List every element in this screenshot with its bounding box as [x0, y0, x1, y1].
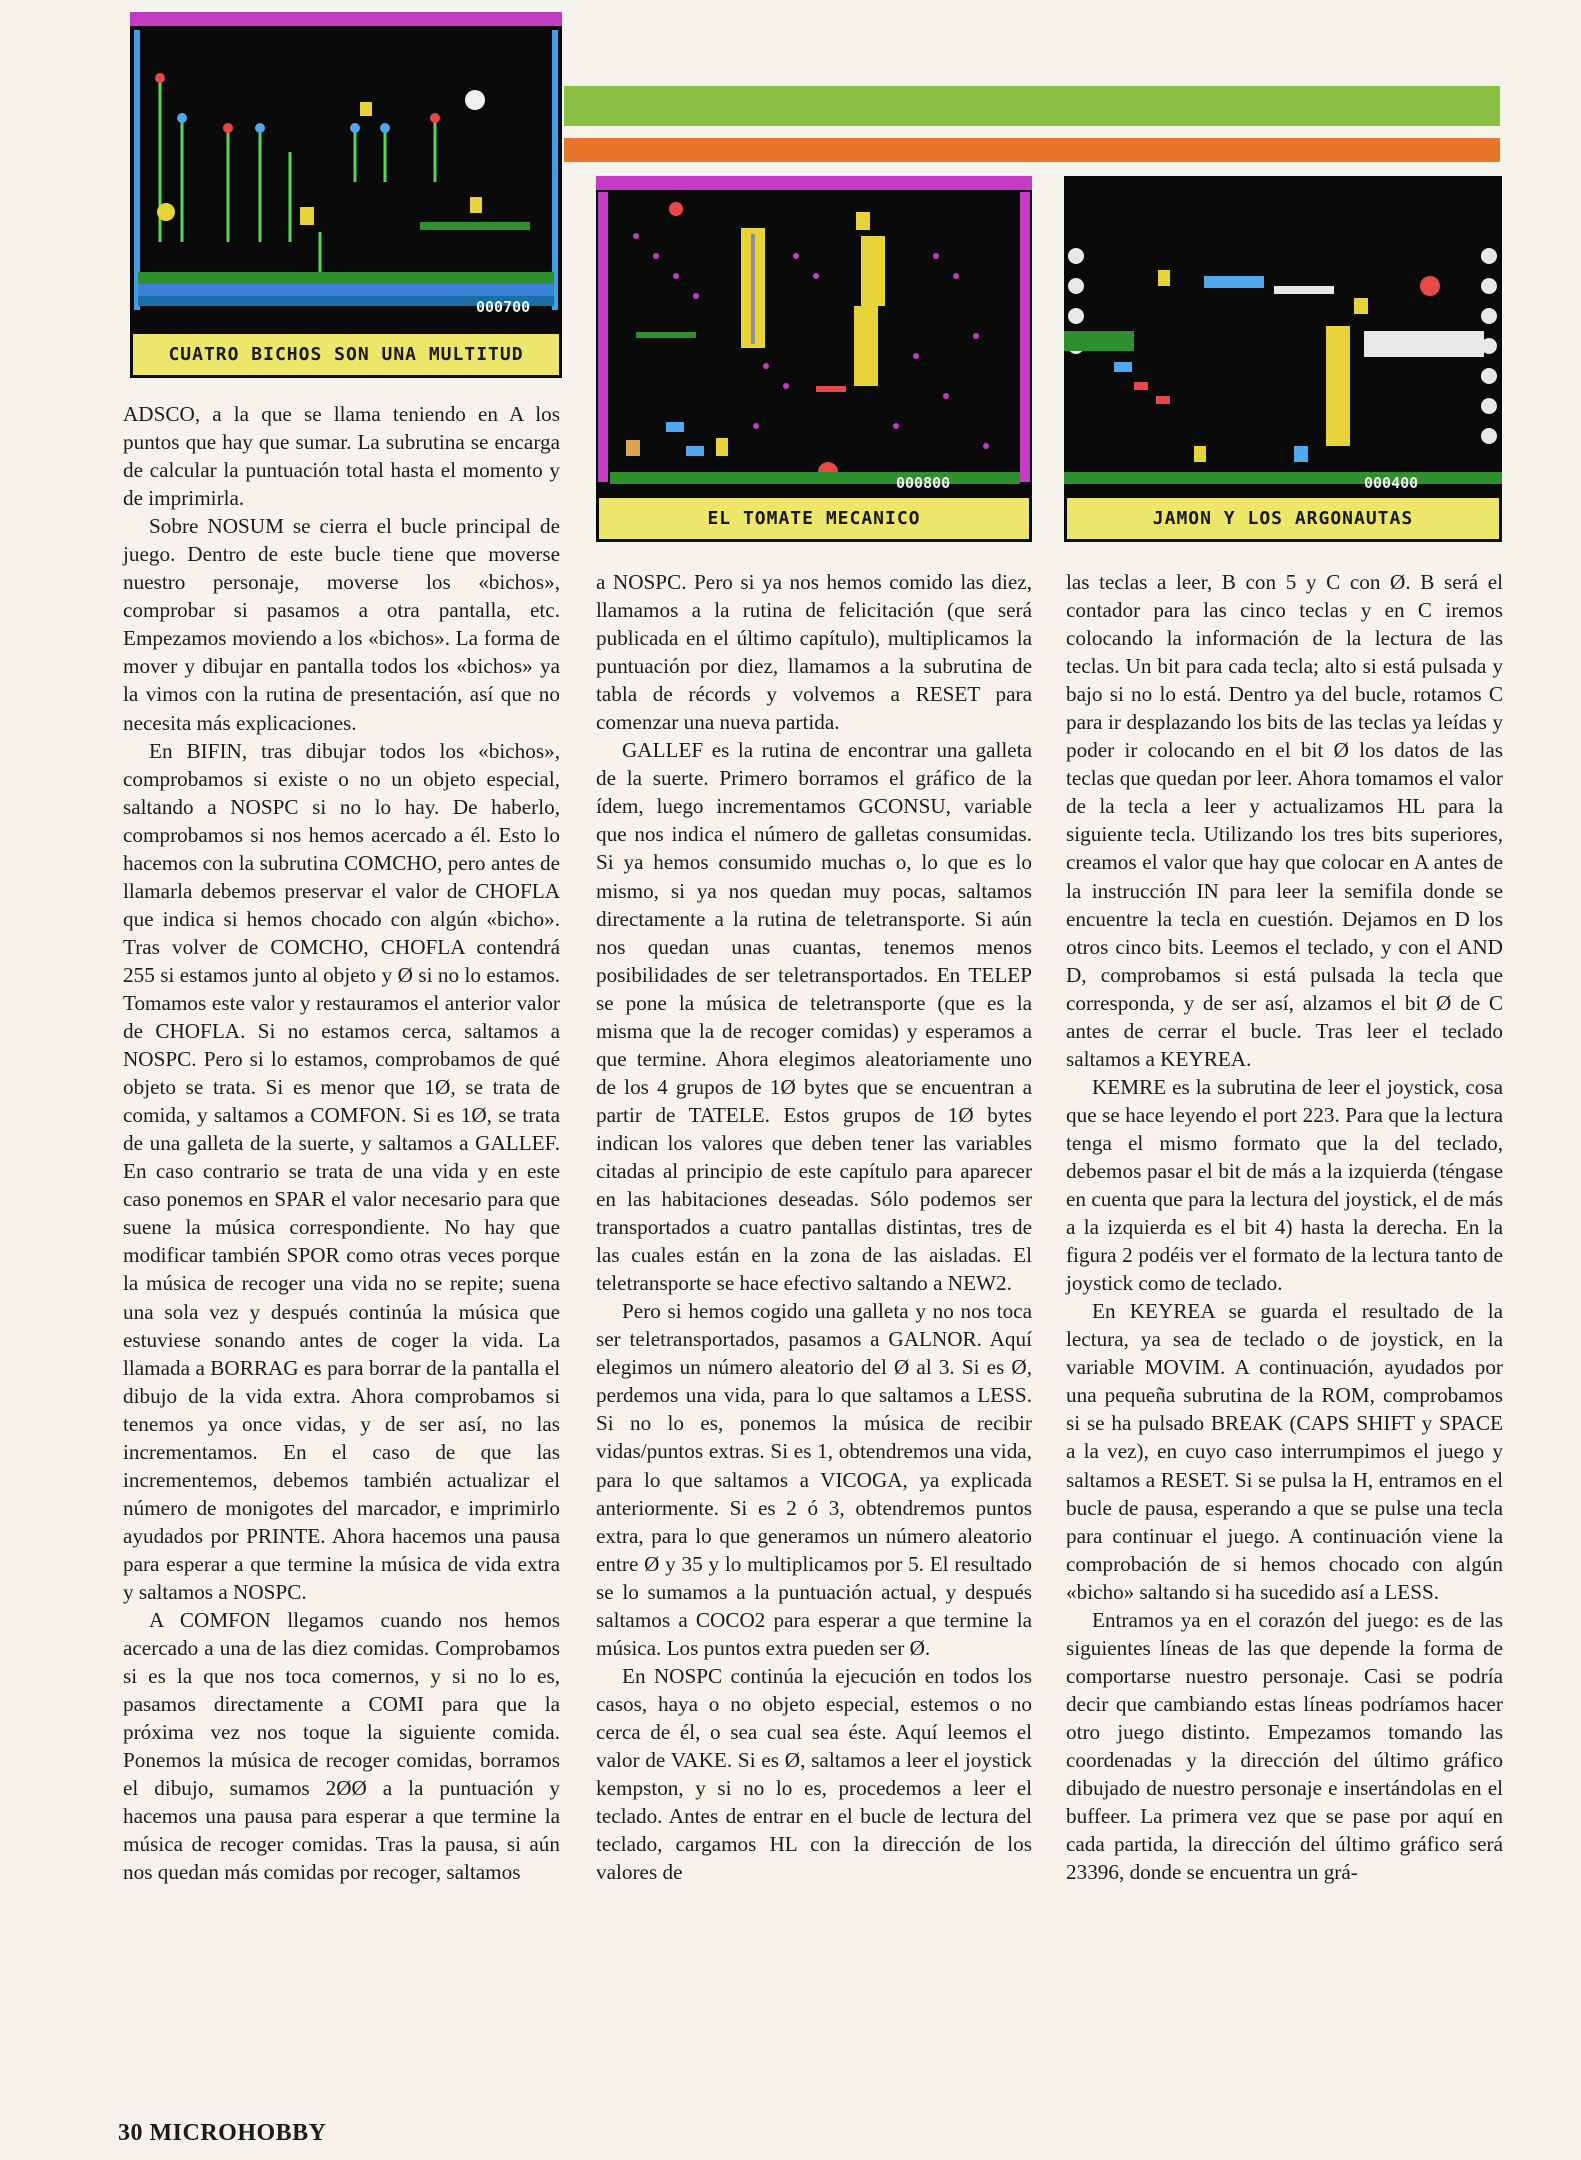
game-scene-1 — [130, 12, 562, 334]
paragraph: GALLEF es la rutina de encontrar una galleta de la suerte. Primero borramos el gráfico de la ídem, luego incrementamos GCONSU, variable que nos indica el número de galletas consumidas. Si ya hemos consumido muchas o, lo que es lo mismo, si ya nos quedan muy pocas, saltamos directamente a la rutina de teletransporte. Si aún nos quedan unas cuantas, tenemos menos posibilidades de ser teletransportados. En TELEP se pone la música de teletransporte (que es la misma que la de recoger comidas) y esperamos a que termine. Ahora elegimos aleatoriamente uno de los 4 grupos de 1Ø bytes que se encuentran a partir de TATELE. Estos grupos de 1Ø bytes indican los valores que deben tener las variables citadas al principio de este capítulo para aparecer en las habitaciones deseadas. Sólo podemos ser transportados a cuatro pantallas distintas, tres de las cuales están en la zona de las aisladas. El teletransporte se hace efectivo saltando a NEW2. — [596, 738, 1032, 1296]
paragraph: Sobre NOSUM se cierra el bucle principal de juego. Dentro de este bucle tiene que moverse nuestro personaje, moverse los «bichos», comprobar si pasamos a otra pantalla, etc. Empezamos moviendo a los «bichos». La forma de mover y dibujar en pantalla todos los «bichos» ya la vimos con la rutina de presentación, así que no necesita más explicaciones. — [123, 514, 560, 735]
page-footer: 30 MICROHOBBY — [118, 2120, 327, 2146]
game-screenshot-3 — [1064, 176, 1502, 498]
game-scene-3 — [1064, 176, 1502, 498]
score-readout: 000700 — [476, 298, 531, 316]
orange-stripe — [564, 138, 1500, 162]
score-readout: 000800 — [896, 474, 951, 492]
paragraph: KEMRE es la subrutina de leer el joystick, cosa que se hace leyendo el port 223. Para que la lectura tenga el mismo formato que la del teclado, debemos pasar el bit de más a la izquierda (téngase en cuenta que para la lectura del joystick, el de más a la izquierda es el bit 4) hasta la derecha. En la figura 2 podéis ver el formato de la lectura tanto de joystick como de teclado. — [1066, 1074, 1503, 1296]
paragraph: a NOSPC. Pero si ya nos hemos comido las diez, llamamos a la rutina de felicitación (que será publicada en el último capítulo), multiplicamos la puntuación por diez, llamamos a la subrutina de tabla de récords y volvemos a RESET para comenzar una nueva partida. — [596, 570, 1032, 735]
paragraph: Entramos ya en el corazón del juego: es de las siguientes líneas de las que depende la forma de comportarse nuestro personaje. Casi se podría decir que cambiando estas líneas podríamos hacer otro juego distinto. Empezamos tomando las coordenadas y la dirección del último gráfico dibujado de nuestro personaje e insertándolas en el buffeer. La primera vez que se pase por aquí en cada partida, la dirección del último gráfico será 23396, donde se encuentra un grá- — [1066, 1607, 1503, 1885]
text-column-3 — [1066, 568, 1503, 1886]
paragraph: En KEYREA se guarda el resultado de la lectura, ya sea de teclado o de joystick, en la variable MOVIM. A continuación, ayudados por una pequeña subrutina de la ROM, comprobamos si se ha pulsado BREAK (CAPS SHIFT y SPACE a la vez), en cuyo caso interrumpimos el juego y saltamos a RESET. Si se pulsa la H, entramos en el bucle de pausa, esperando a que se pulse una tecla para continuar el juego. A continuación viene la comprobación de si hemos chocado con algún «bicho» saltando si ha sucedido así a LESS. — [1066, 1299, 1503, 1604]
paragraph: En BIFIN, tras dibujar todos los «bichos», comprobamos si existe o no un objeto especial, saltando a NOSPC si no lo hay. De haberlo, comprobamos si nos hemos acercado a él. Esto lo hacemos con la subrutina COMCHO, pero antes de llamarla debemos preservar el valor de CHOFLA que indica si hemos chocado con algún «bicho». Tras volver de COMCHO, CHOFLA contendrá 255 si estamos junto al objeto y Ø si no lo estamos. Tomamos este valor y restauramos el anterior valor de CHOFLA. Si no estamos cerca, saltamos a NOSPC. Pero si lo estamos, comprobamos de qué objeto se trata. Si es menor que 1Ø, se trata de comida, y saltamos a COMFON. Si es 1Ø, se trata de una galleta de la suerte, y saltamos a GALLEF. En caso contrario se trata de una vida y en este caso ponemos en SPAR el valor necesario para que suene la música correspondiente. No hay que modificar también SPOR como otras veces porque la música de recoger una vida no se repite; suena una sola vez y después continúa la música que estuviese sonando antes de coger la vida. La llamada a BORRAG es para borrar de la pantalla el dibujo de la vida extra. Ahora comprobamos si tenemos ya once vidas, y de ser así, no las incrementamos. En el caso de que las incrementemos, debemos también actualizar el número de monigotes del marcador, e imprimirlo ayudados por PRINTE. Ahora hacemos una pausa para esperar a que termine la música de vida extra y saltamos a NOSPC. — [123, 738, 560, 1604]
score-readout: 000400 — [1364, 474, 1419, 492]
paragraph: En NOSPC continúa la ejecución en todos los casos, haya o no objeto especial, estemos o no cerca de él, o sea cual sea éste. Aquí leemos el valor de VAKE. Si es Ø, saltamos a leer el joystick kempston, y si no lo es, procedemos a leer el teclado. Antes de entrar en el bucle de lectura del teclado, cargamos HL con la dirección de los valores de — [596, 1663, 1032, 1885]
screenshot-caption-2: EL TOMATE MECANICO — [596, 498, 1032, 542]
game-screenshot-2 — [596, 176, 1032, 498]
paragraph: las teclas a leer, B con 5 y C con Ø. B será el contador para las cinco teclas y en C iremos colocando la información de la lectura de las teclas. Un bit para cada tecla; alto si está pulsada y bajo si no lo está. Dentro ya del bucle, rotamos C para ir desplazando los bits de las teclas ya leídas y poder ir colocando en el bit Ø los datos de las teclas que quedan por leer. Ahora tomamos el valor de la tecla a leer y actualizamos HL para la siguiente tecla. Utilizando los tres bits superiores, creamos el valor que hay que colocar en A antes de la instrucción IN para leer la semifila donde se encuentre la tecla en cuestión. Dejamos en D los otros cinco bits. Leemos el teclado, y con el AND D, comprobamos si está pulsada la tecla que corresponda, y de ser así, alzamos el bit Ø de C antes de cerrar el bucle. Tras leer el teclado saltamos a KEYREA. — [1066, 570, 1503, 1071]
paragraph: ADSCO, a la que se llama teniendo en A los puntos que hay que sumar. La subrutina se encarga de calcular la puntuación total hasta el momento y de imprimirla. — [123, 402, 560, 511]
paragraph: A COMFON llegamos cuando nos hemos acercado a una de las diez comidas. Comprobamos si es la que nos toca comernos, y si no lo es, pasamos directamente a COMI para que la próxima vez nos toque la siguiente comida. Ponemos la música de recoger comidas, borramos el dibujo, sumamos 2ØØ a la puntuación y hacemos una pausa para esperar a que termine la música de recoger comidas. Tras la pausa, si aún nos quedan más comidas por recoger, saltamos — [123, 1608, 560, 1885]
game-scene-2 — [596, 176, 1032, 498]
text-column-2 — [596, 568, 1032, 1886]
game-screenshot-1 — [130, 12, 562, 334]
screenshot-caption-3: JAMON Y LOS ARGONAUTAS — [1064, 498, 1502, 542]
green-stripe — [564, 86, 1500, 126]
paragraph: Pero si hemos cogido una galleta y no nos toca ser teletransportados, pasamos a GALNOR. Aquí elegimos un número aleatorio del Ø al 3. Si es Ø, perdemos una vida, para lo que saltamos a LESS. Si no lo es, ponemos la música de recibir vidas/puntos extras. Si es 1, obtendremos una vida, para lo que saltamos a VICOGA, ya explicada anteriormente. Si es 2 ó 3, obtendremos puntos extra, para lo que generamos un número aleatorio entre Ø y 35 y lo multiplicamos por 5. El resultado se lo sumamos a la puntuación actual, y después saltamos a COCO2 para esperar a que termine la música. Los puntos extra pueden ser Ø. — [596, 1299, 1032, 1660]
screenshot-caption-1: CUATRO BICHOS SON UNA MULTITUD — [130, 334, 562, 378]
text-column-1 — [123, 400, 560, 1886]
